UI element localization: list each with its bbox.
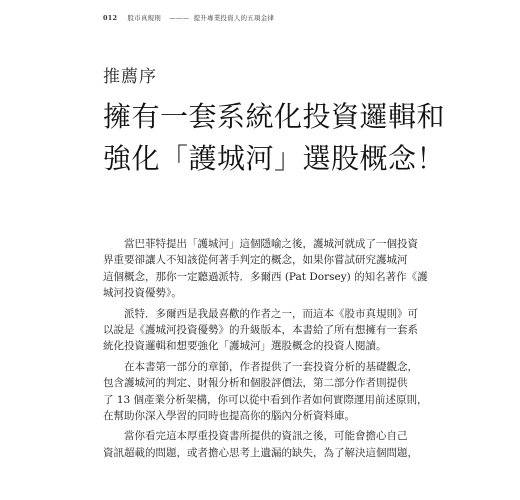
running-header — [103, 13, 274, 22]
chapter-title-line: 擁有一套系統化投資邏輯和 — [103, 100, 446, 133]
paragraph-line: 了 13 個產業分析架構，你可以從中看到作者如何實際運用前述原則， — [103, 393, 428, 406]
chapter-title-line: 強化「護城河」選股概念！ — [103, 142, 446, 175]
paragraph-line: 在本書第一部分的章節，作者提供了一套投資分析的基礎觀念， — [124, 360, 418, 373]
paragraph-line: 在幫助你深入學習的同時也提高你的腦內分析資料庫。 — [103, 410, 355, 423]
paragraph-line: 統化投資邏輯和想要強化「護城河」選股概念的投資人閱讀。 — [103, 340, 387, 353]
chapter-title — [103, 96, 463, 180]
paragraph — [103, 236, 428, 302]
paragraph-line: 這個概念，那你一定聽過派特．多爾西 (Pat Dorsey) 的知名著作《護 — [103, 270, 428, 283]
body-text — [103, 236, 428, 465]
paragraph-line: 當你看完這本厚重投資書所提供的資訊之後，可能會擔心自己 — [124, 430, 408, 443]
running-header-dash: ——— — [169, 14, 190, 22]
running-header-subtitle: 提升專業投資人的五項金律 — [193, 14, 275, 22]
paragraph-line: 城河投資優勢》。 — [103, 287, 182, 300]
paragraph-line: 包含護城河的判定、財報分析和個股評價法，第二部分作者則提供 — [103, 377, 408, 390]
running-header-book-title: 股市真規則 — [127, 14, 161, 22]
paragraph — [103, 306, 423, 355]
paragraph-line: 界重要卻讓人不知該從何著手判定的概念，如果你嘗試研究護城河 — [103, 254, 408, 267]
page-number: 012 — [103, 14, 118, 22]
paragraph — [103, 428, 423, 461]
paragraph-line: 派特．多爾西是我最喜歡的作者之一，而這本《股市真規則》可 — [124, 307, 418, 320]
paragraph-line: 資訊超載的問題，或者擔心思考上遺漏的缺失，為了解決這個問題， — [103, 446, 418, 459]
section-label: 推薦序 — [103, 67, 157, 87]
paragraph — [103, 359, 428, 425]
paragraph-line: 以說是《護城河投資優勢》的升級版本，本書給了所有想擁有一套系 — [103, 324, 418, 337]
paragraph-line: 當巴菲特提出「護城河」這個隱喻之後，護城河就成了一個投資 — [124, 238, 418, 250]
